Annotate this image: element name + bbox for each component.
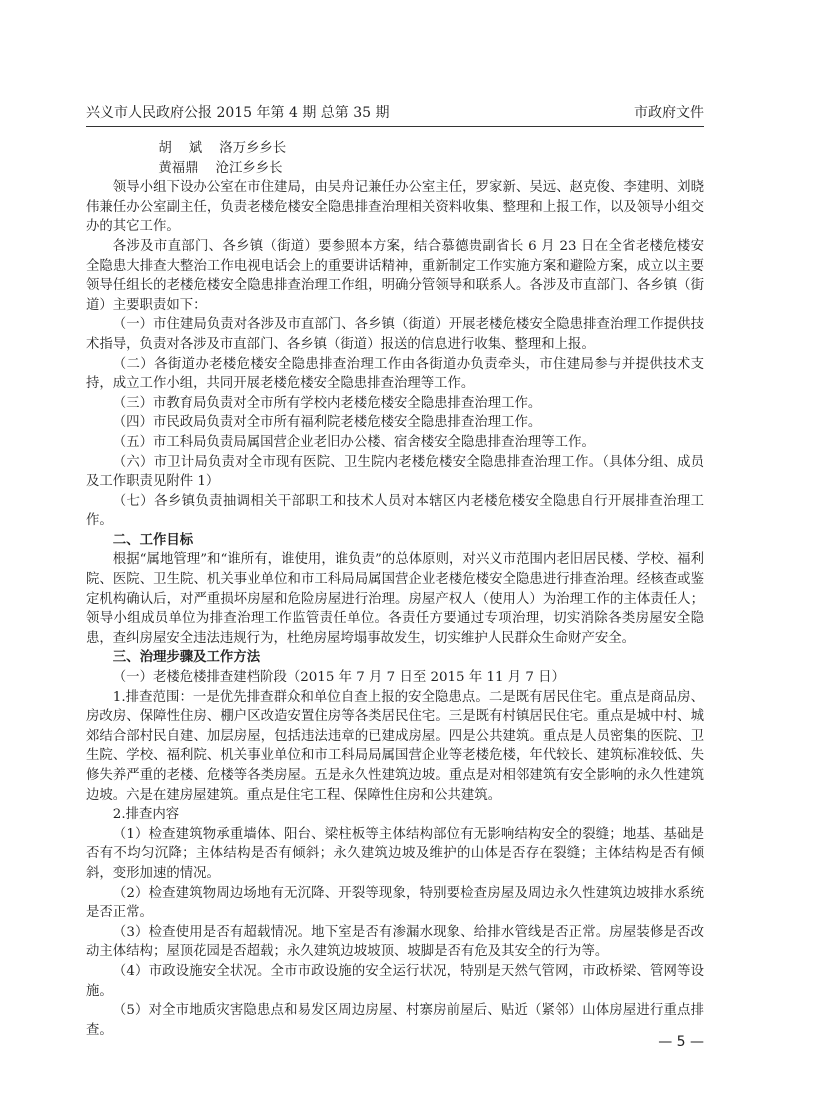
running-header xyxy=(86,100,704,127)
check-item: （1）检查建筑物承重墙体、阳台、梁柱板等主体结构部位有无影响结构安全的裂缝；地基、基础是否有不均匀沉降；主体结构是否有倾斜；永久建筑边坡及维护的山体是否存在裂缝；主体结构是否有倾斜，变形加速的情况。 xyxy=(86,826,704,881)
duty-item: （四）市民政局负责对全市所有福利院老楼危楼安全隐患排查治理工作。 xyxy=(112,415,542,431)
section-heading-steps: 三、治理步骤及工作方法 xyxy=(112,650,261,666)
section-label: 市政府文件 xyxy=(634,105,704,121)
paragraph-scope: 1.排查范围：一是优先排查群众和单位自查上报的安全隐患点。二是既有居民住宅。重点是商品房、房改房、保障性住房、棚户区改造安置住房等各类居民住宅。三是既有村镇居民住宅。重点是城中村、城郊结合部村民自建、加层房屋，包括违法违章的已建成房屋。四是公共建筑。重点是人员密集的医院、卫生院、学校、福利院、机关事业单位和市工科局局属国营企业等老楼危楼，年代较长、建筑标准较低、失修失养严重的老楼、危楼等各类房屋。五是永久性建筑边坡。重点是对相邻建筑有安全影响的永久性建筑边坡。六是在建房屋建筑。重点是住宅工程、保障性住房和公共建筑。 xyxy=(86,689,704,803)
duty-item: （二）各街道办老楼危楼安全隐患排查治理工作由各街道办负责牵头，市住建局参与并提供技术支持，成立工作小组，共同开展老楼危楼安全隐患排查治理等工作。 xyxy=(86,356,704,392)
paragraph-departments: 各涉及市直部门、各乡镇（街道）要参照本方案，结合慕德贵副省长 6 月 23 日在全省老楼危楼安全隐患大排查大整治工作电视电话会上的重要讲话精神，重新制定工作实施方案和避险方案，成立以主要领导任组长的老楼危楼安全隐患排查治理工作组，明确分管领导和联系人。各涉及市直部门、各乡镇（街道）主要职责如下： xyxy=(86,238,704,313)
duty-item: （六）市卫计局负责对全市现有医院、卫生院内老楼危楼安全隐患排查治理工作。（具体分组、成员及工作职责见附件 1） xyxy=(86,454,704,490)
duty-item: （三）市教育局负责对全市所有学校内老楼危楼安全隐患排查治理工作。 xyxy=(112,395,542,411)
document-body xyxy=(86,139,704,1040)
check-item: （3）检查使用是否有超载情况。地下室是否有渗漏水现象、给排水管线是否正常。房屋装修是否改动主体结构；屋顶花园是否超载；永久建筑边坡坡顶、坡脚是否有危及其安全的行为等。 xyxy=(86,924,704,960)
duty-item: （七）各乡镇负责抽调相关干部职工和技术人员对本辖区内老楼危楼安全隐患自行开展排查治理工作。 xyxy=(86,493,704,529)
paragraph-goals: 根据“属地管理”和“谁所有，谁使用，谁负责”的总体原则，对兴义市范围内老旧居民楼、学校、福利院、医院、卫生院、机关事业单位和市工科局局属国营企业老楼危楼安全隐患进行排查治理。经核查或鉴定机构确认后，对严重损坏房屋和危险房屋进行治理。房屋产权人（使用人）为治理工作的主体责任人；领导小组成员单位为排查治理工作监管责任单位。各责任方要通过专项治理，切实消除各类房屋安全隐患，查纠房屋安全违法违规行为，杜绝房屋垮塌事故发生，切实维护人民群众生命财产安全。 xyxy=(86,552,704,646)
section-heading-goals: 二、工作目标 xyxy=(112,532,194,548)
member-name-line: 黄福鼎 沧江乡乡长 xyxy=(158,160,283,176)
check-item: （2）检查建筑物周边场地有无沉降、开裂等现象，特别要检查房屋及周边永久性建筑边坡排水系统是否正常。 xyxy=(86,885,704,921)
paragraph-office: 领导小组下设办公室在市住建局，由吴舟记兼任办公室主任，罗家新、吴远、赵克俊、李建明、刘晓伟兼任办公室副主任，负责老楼危楼安全隐患排查治理相关资料收集、整理和上报工作，以及领导小组交办的其它工作。 xyxy=(86,180,704,235)
check-item: （5）对全市地质灾害隐患点和易发区周边房屋、村寨房前屋后、贴近（紧邻）山体房屋进行重点排查。 xyxy=(86,1003,704,1038)
duty-item: （五）市工科局负责局属国营企业老旧办公楼、宿舍楼安全隐患排查治理等工作。 xyxy=(112,434,595,450)
check-item: （4）市政设施安全状况。全市市政设施的安全运行状况，特别是天然气管网，市政桥梁、管网等设施。 xyxy=(86,963,704,999)
page-number: — 5 — xyxy=(658,1034,704,1050)
publication-title: 兴义市人民政府公报 2015 年第 4 期 总第 35 期 xyxy=(86,105,390,121)
subheading-content: 2.排查内容 xyxy=(112,807,180,823)
member-name-line: 胡 斌 洛万乡乡长 xyxy=(158,141,287,156)
step-heading: （一）老楼危楼排查建档阶段（2015 年 7 月 7 日至 2015 年 11 月 7 日） xyxy=(112,670,565,686)
duty-item: （一）市住建局负责对各涉及市直部门、各乡镇（街道）开展老楼危楼安全隐患排查治理工作提供技术指导，负责对各涉及市直部门、各乡镇（街道）报送的信息进行收集、整理和上报。 xyxy=(86,317,704,352)
